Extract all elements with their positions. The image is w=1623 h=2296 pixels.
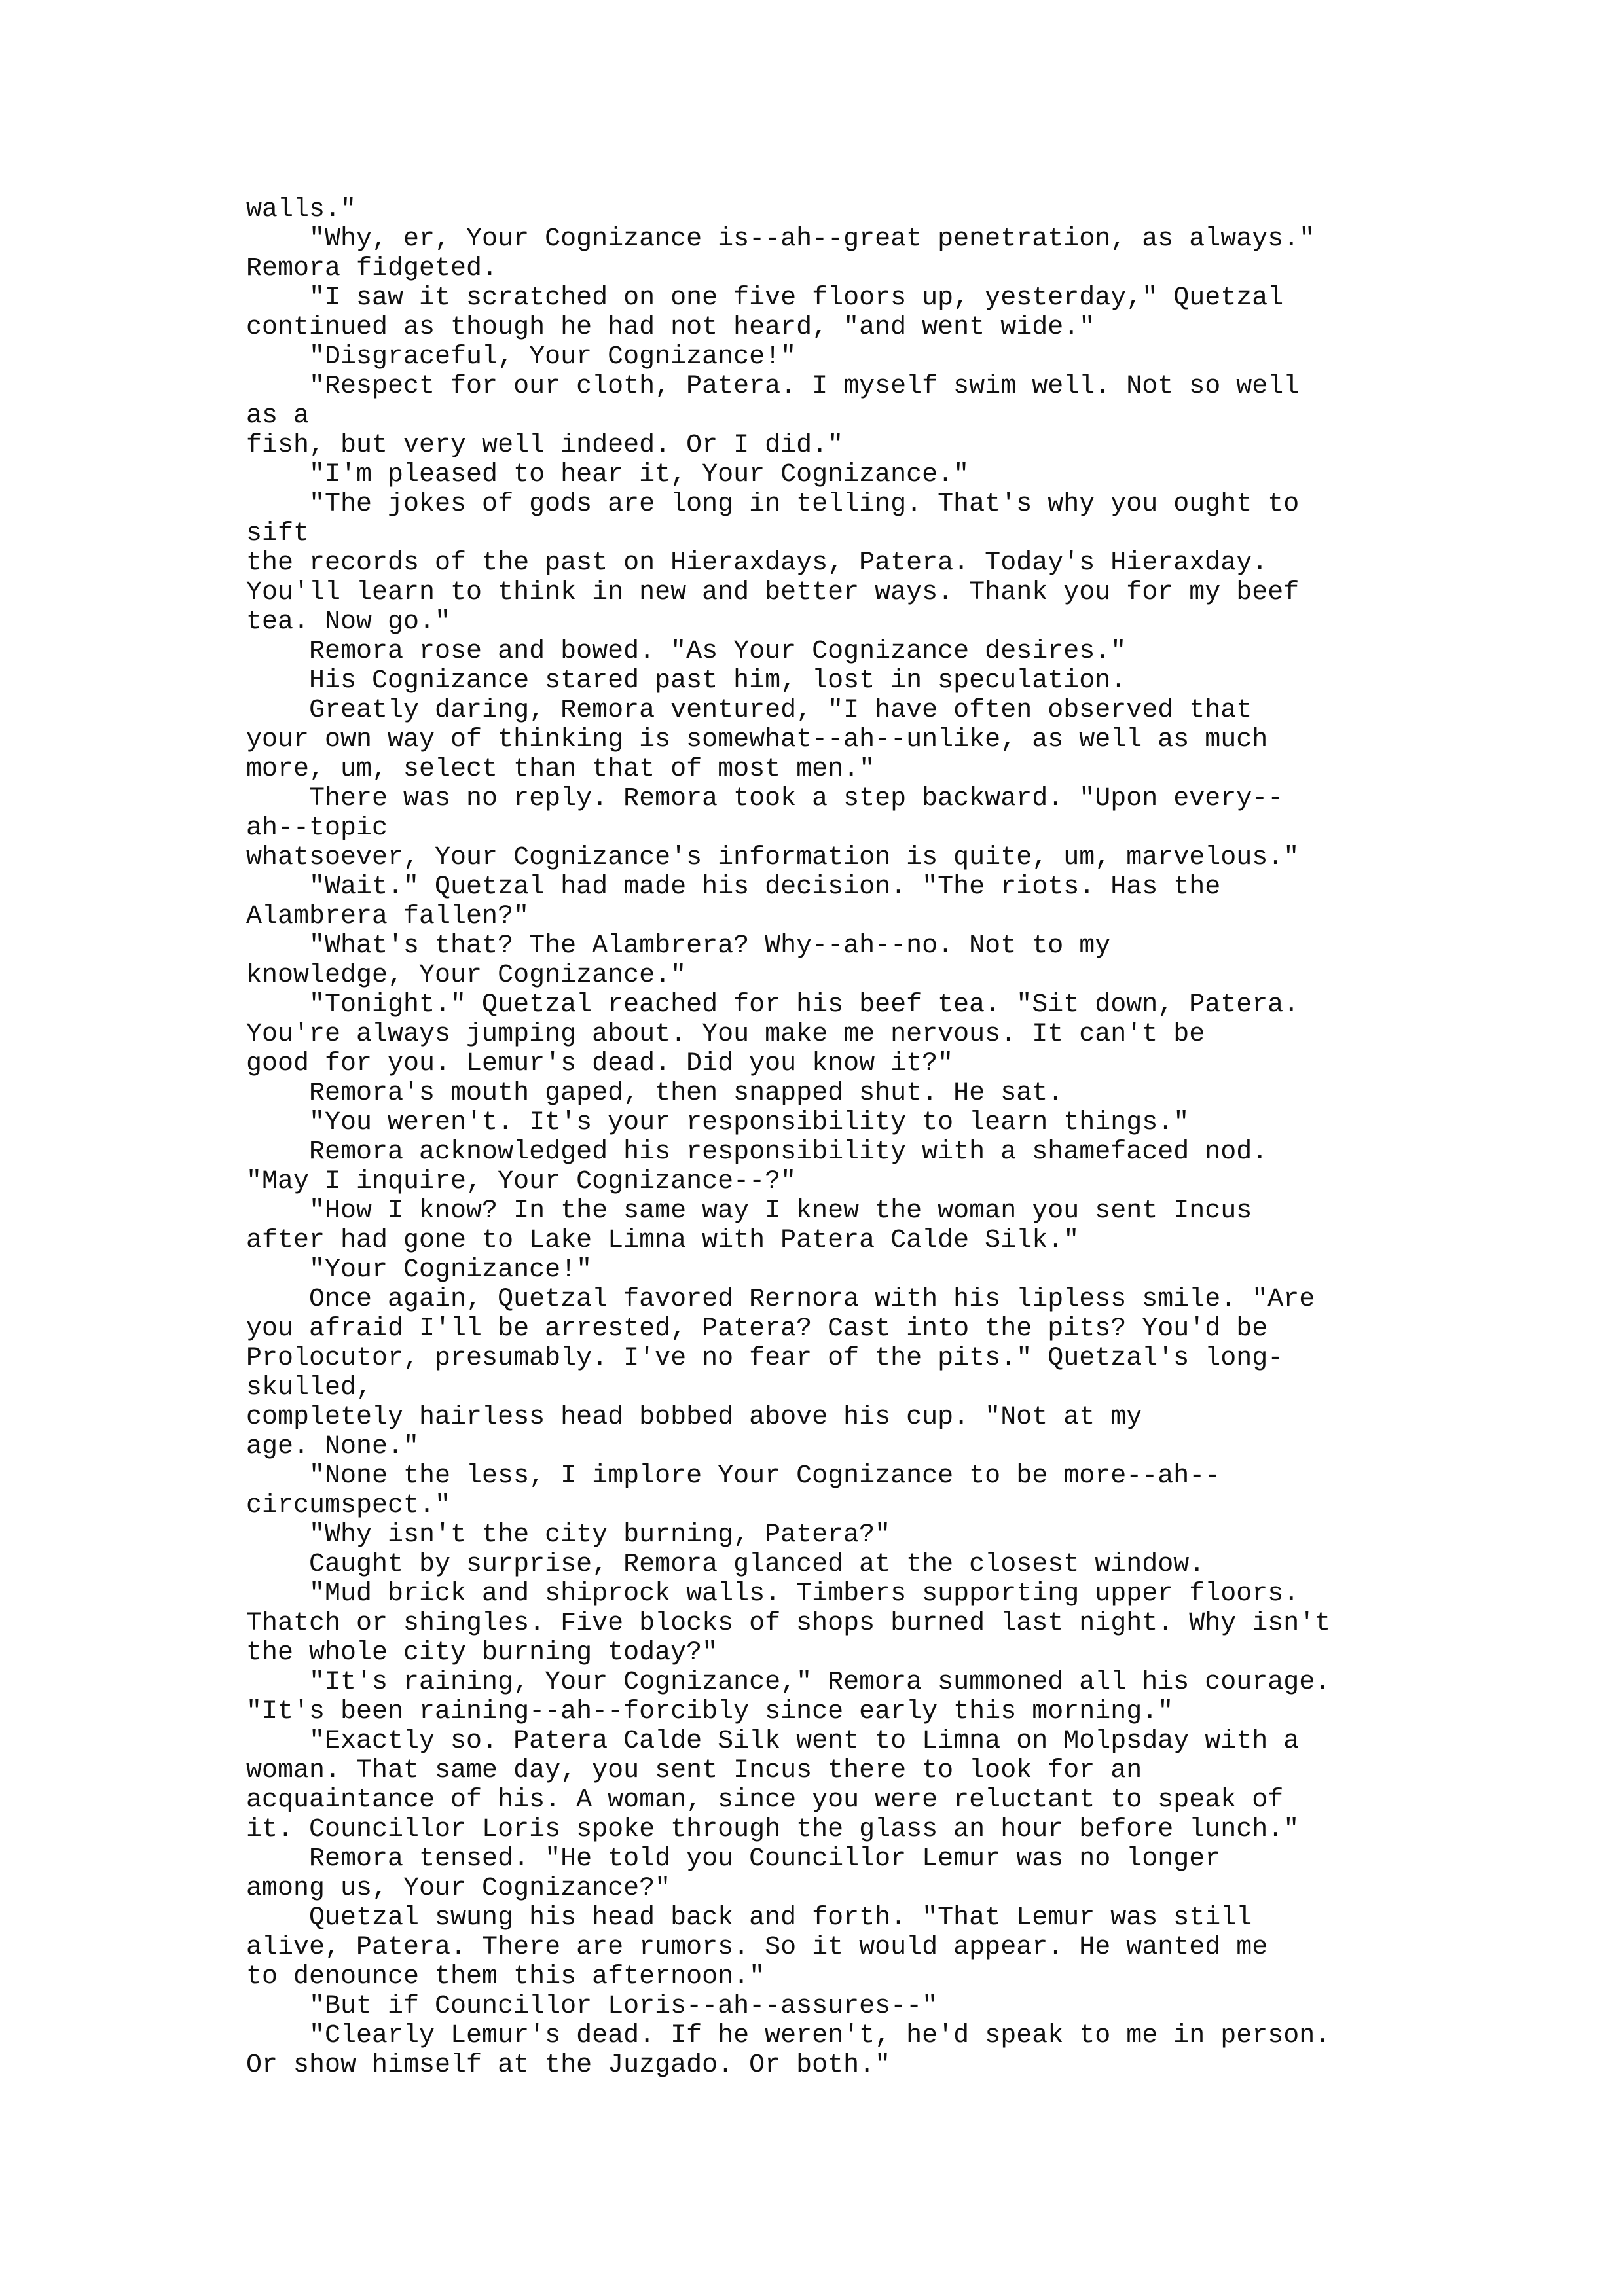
text-line: "You weren't. It's your responsibility to learn things."	[246, 1108, 1190, 1138]
text-line: "Why isn't the city burning, Patera?"	[246, 1520, 891, 1550]
text-line: Remora's mouth gaped, then snapped shut. He sat.	[246, 1079, 1064, 1108]
text-line: Once again, Quetzal favored Rernora with his lipless smile. "Are	[246, 1285, 1315, 1314]
text-line: to denounce them this afternoon."	[246, 1962, 765, 1992]
text-line: "Exactly so. Patera Calde Silk went to Limna on Molpsday with a	[246, 1727, 1300, 1756]
text-line: Remora acknowledged his responsibility with a shamefaced nod.	[246, 1138, 1268, 1167]
text-line: Caught by surprise, Remora glanced at the closest window.	[246, 1550, 1205, 1579]
text-line: Greatly daring, Remora ventured, "I have often observed that	[246, 696, 1252, 725]
text-line: You'll learn to think in new and better ways. Thank you for my beef	[246, 578, 1300, 607]
text-line: "Mud brick and shiprock walls. Timbers supporting upper floors.	[246, 1579, 1300, 1609]
text-line: "What's that? The Alambrera? Why--ah--no. Not to my	[246, 931, 1111, 961]
text-line: Quetzal swung his head back and forth. "That Lemur was still	[246, 1903, 1252, 1933]
text-line: the records of the past on Hieraxdays, Patera. Today's Hieraxday.	[246, 548, 1268, 578]
text-line: walls."	[246, 195, 357, 224]
text-line: fish, but very well indeed. Or I did."	[246, 431, 844, 460]
text-line: "I saw it scratched on one five floors up, yesterday," Quetzal	[246, 283, 1284, 313]
text-line: you afraid I'll be arrested, Patera? Cast into the pits? You'd be	[246, 1314, 1268, 1344]
text-line: sift	[246, 519, 310, 548]
text-line: Remora rose and bowed. "As Your Cognizance desires."	[246, 637, 1127, 666]
text-line: Alambrera fallen?"	[246, 902, 530, 931]
text-line: it. Councillor Loris spoke through the glass an hour before lunch."	[246, 1815, 1300, 1844]
text-line: your own way of thinking is somewhat--ah--unlike, as well as much	[246, 725, 1268, 755]
text-line: the whole city burning today?"	[246, 1638, 718, 1668]
text-line: continued as though he had not heard, "and went wide."	[246, 313, 1095, 342]
text-line: among us, Your Cognizance?"	[246, 1874, 671, 1903]
text-line: "Why, er, Your Cognizance is--ah--great penetration, as always."	[246, 224, 1315, 254]
text-line: after had gone to Lake Limna with Patera Calde Silk."	[246, 1226, 1080, 1255]
text-line: good for you. Lemur's dead. Did you know it?"	[246, 1049, 954, 1079]
text-line: There was no reply. Remora took a step backward. "Upon every--	[246, 784, 1284, 814]
text-line: "It's been raining--ah--forcibly since early this morning."	[246, 1697, 1174, 1727]
text-line: You're always jumping about. You make me nervous. It can't be	[246, 1020, 1205, 1049]
text-line: alive, Patera. There are rumors. So it would appear. He wanted me	[246, 1933, 1268, 1962]
text-line: skulled,	[246, 1373, 373, 1403]
text-line: "Tonight." Quetzal reached for his beef tea. "Sit down, Patera.	[246, 990, 1300, 1020]
text-line: "Clearly Lemur's dead. If he weren't, he'd speak to me in person.	[246, 2021, 1331, 2051]
text-line: Remora tensed. "He told you Councillor Lemur was no longer	[246, 1844, 1221, 1874]
text-line: completely hairless head bobbed above his cup. "Not at my	[246, 1403, 1142, 1432]
text-line: "Disgraceful, Your Cognizance!"	[246, 342, 797, 372]
text-line: "The jokes of gods are long in telling. That's why you ought to	[246, 490, 1300, 519]
text-line: circumspect."	[246, 1491, 451, 1520]
text-line: Or show himself at the Juzgado. Or both."	[246, 2051, 891, 2080]
text-line: as a	[246, 401, 310, 431]
text-line: Prolocutor, presumably. I've no fear of the pits." Quetzal's long-	[246, 1344, 1284, 1373]
body-text	[246, 195, 1490, 2080]
text-line: Remora fidgeted.	[246, 254, 498, 283]
text-line: age. None."	[246, 1432, 420, 1462]
text-line: "Your Cognizance!"	[246, 1255, 593, 1285]
text-line: "May I inquire, Your Cognizance--?"	[246, 1167, 797, 1196]
text-line: "Wait." Quetzal had made his decision. "The riots. Has the	[246, 872, 1221, 902]
text-line: "None the less, I implore Your Cognizance to be more--ah--	[246, 1462, 1221, 1491]
text-line: "Respect for our cloth, Patera. I myself swim well. Not so well	[246, 372, 1300, 401]
text-line: Thatch or shingles. Five blocks of shops burned last night. Why isn't	[246, 1609, 1331, 1638]
text-line: knowledge, Your Cognizance."	[246, 961, 687, 990]
text-line: "But if Councillor Loris--ah--assures--"	[246, 1992, 938, 2021]
text-line: "It's raining, Your Cognizance," Remora summoned all his courage.	[246, 1668, 1331, 1697]
text-line: whatsoever, Your Cognizance's information is quite, um, marvelous."	[246, 843, 1300, 872]
text-line: "How I know? In the same way I knew the woman you sent Incus	[246, 1196, 1252, 1226]
text-line: woman. That same day, you sent Incus there to look for an	[246, 1756, 1142, 1785]
text-line: acquaintance of his. A woman, since you were reluctant to speak of	[246, 1785, 1284, 1815]
text-line: more, um, select than that of most men."	[246, 755, 875, 784]
text-line: tea. Now go."	[246, 607, 451, 637]
text-line: ah--topic	[246, 814, 388, 843]
text-line: His Cognizance stared past him, lost in speculation.	[246, 666, 1127, 696]
text-line: "I'm pleased to hear it, Your Cognizance."	[246, 460, 970, 490]
